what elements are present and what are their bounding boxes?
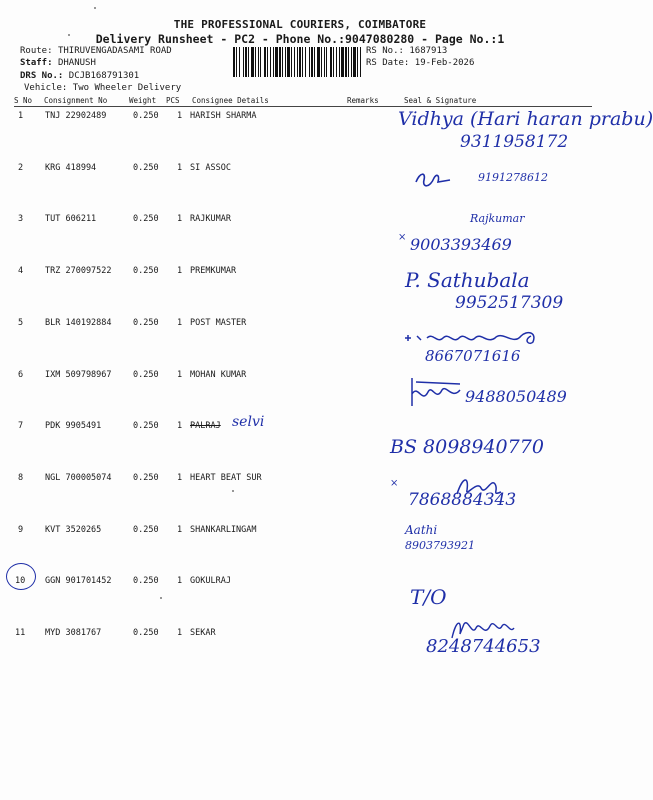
row-consignee: SI ASSOC bbox=[190, 163, 231, 173]
row-weight: 0.250 bbox=[133, 473, 159, 483]
row-consignee: MOHAN KUMAR bbox=[190, 370, 247, 380]
barcode-image bbox=[233, 47, 361, 77]
row-consignment-no: KVT 3520265 bbox=[45, 525, 102, 535]
rs-date-line bbox=[366, 58, 474, 68]
row-consignment-no: GGN 901701452 bbox=[45, 576, 112, 586]
handwritten-phone-row-11: 8248744653 bbox=[426, 636, 541, 657]
handwritten-phone-row-6: 9488050489 bbox=[465, 387, 567, 406]
row-pcs: 1 bbox=[177, 318, 183, 328]
handwritten-phone-row-8: 7868884343 bbox=[408, 490, 517, 510]
row-consignee: PALRAJ bbox=[190, 421, 221, 431]
row-consignee: POST MASTER bbox=[190, 318, 247, 328]
col-header-consignee: Consignee Details bbox=[192, 96, 269, 105]
row-pcs: 1 bbox=[177, 628, 183, 638]
row-pcs: 1 bbox=[177, 214, 183, 224]
col-header-seal-signature: Seal & Signature bbox=[404, 96, 477, 105]
col-header-sno: S No bbox=[14, 96, 33, 105]
col-header-pcs: PCS bbox=[166, 96, 180, 105]
cross-mark-row-8: × bbox=[390, 478, 399, 489]
staff-line bbox=[20, 58, 96, 68]
row-consignment-no: IXM 509798967 bbox=[45, 370, 112, 380]
col-header-remarks: Remarks bbox=[347, 96, 379, 105]
row-pcs: 1 bbox=[177, 576, 183, 586]
handwritten-phone-row-2: 9191278612 bbox=[478, 171, 548, 184]
row-consignment-no: NGL 700005074 bbox=[45, 473, 112, 483]
handwritten-phone-row-9: 8903793921 bbox=[405, 539, 475, 552]
row-pcs: 1 bbox=[177, 111, 183, 121]
rs-date-label: RS Date: bbox=[366, 58, 410, 68]
row-consignment-no: KRG 418994 bbox=[45, 163, 97, 173]
row-consignment-no: BLR 140192884 bbox=[45, 318, 112, 328]
row-sno: 4 bbox=[18, 266, 24, 276]
row-consignee: SEKAR bbox=[190, 628, 216, 638]
drs-value: DCJB168791301 bbox=[68, 71, 140, 81]
row-sno: 9 bbox=[18, 525, 24, 535]
row-sno: 11 bbox=[15, 628, 26, 638]
row-consignment-no: MYD 3081767 bbox=[45, 628, 102, 638]
rs-no-label: RS No.: bbox=[366, 46, 404, 56]
route-label: Route: bbox=[20, 46, 53, 56]
row-sno: 1 bbox=[18, 111, 24, 121]
handwritten-note-row-10: T/O bbox=[410, 585, 447, 609]
col-header-weight: Weight bbox=[129, 96, 157, 105]
vehicle-value: Two Wheeler Delivery bbox=[72, 83, 182, 93]
signature-scribble-row-2 bbox=[414, 168, 454, 190]
scan-speck bbox=[160, 597, 162, 599]
drs-line bbox=[20, 71, 139, 81]
handwritten-note-row-7: selvi bbox=[232, 414, 265, 430]
scan-speck bbox=[94, 7, 96, 9]
row-consignee: SHANKARLINGAM bbox=[190, 525, 257, 535]
handwritten-phone-row-5: 8667071616 bbox=[425, 347, 521, 365]
handwritten-circle-mark bbox=[6, 563, 36, 590]
row-sno: 8 bbox=[18, 473, 24, 483]
header-divider bbox=[14, 106, 592, 107]
row-sno: 7 bbox=[18, 421, 24, 431]
row-weight: 0.250 bbox=[133, 421, 159, 431]
row-consignee: HARISH SHARMA bbox=[190, 111, 257, 121]
cross-mark-row-3: × bbox=[398, 232, 407, 243]
row-weight: 0.250 bbox=[133, 370, 159, 380]
handwritten-name-row-9: Aathi bbox=[405, 523, 438, 537]
vehicle-label: Vehicle: bbox=[24, 83, 68, 93]
row-sno: 2 bbox=[18, 163, 24, 173]
handwritten-name-row-4: P. Sathubala bbox=[405, 268, 530, 292]
col-header-consignment: Consignment No bbox=[44, 96, 108, 105]
handwritten-phone-row-1: 9311958172 bbox=[460, 132, 569, 152]
row-pcs: 1 bbox=[177, 163, 183, 173]
row-pcs: 1 bbox=[177, 421, 183, 431]
staff-value: DHANUSH bbox=[57, 58, 96, 68]
route-line bbox=[20, 46, 172, 56]
signature-scribble-row-5 bbox=[403, 326, 548, 348]
row-weight: 0.250 bbox=[133, 318, 159, 328]
scan-speck bbox=[68, 34, 70, 36]
handwritten-name-row-1: Vidhya (Hari haran prabu) bbox=[398, 108, 653, 130]
row-weight: 0.250 bbox=[133, 525, 159, 535]
row-pcs: 1 bbox=[177, 266, 183, 276]
route-value: THIRUVENGADASAMI ROAD bbox=[57, 46, 172, 56]
row-consignee: HEART BEAT SUR bbox=[190, 473, 262, 483]
row-sno: 10 bbox=[15, 576, 26, 586]
rs-no-value: 1687913 bbox=[409, 46, 448, 56]
row-pcs: 1 bbox=[177, 473, 183, 483]
row-consignee: PREMKUMAR bbox=[190, 266, 237, 276]
vehicle-line bbox=[24, 83, 181, 93]
row-sno: 3 bbox=[18, 214, 24, 224]
row-consignee: GOKULRAJ bbox=[190, 576, 231, 586]
handwritten-phone-row-3: 9003393469 bbox=[410, 235, 512, 254]
row-sno: 6 bbox=[18, 370, 24, 380]
signature-scribble-row-6 bbox=[408, 376, 464, 410]
company-title: THE PROFESSIONAL COURIERS, COIMBATORE bbox=[173, 18, 427, 31]
runsheet-subtitle: Delivery Runsheet - PC2 - Phone No.:9047080280 - Page No.:1 bbox=[95, 32, 505, 46]
row-consignment-no: PDK 9905491 bbox=[45, 421, 102, 431]
row-weight: 0.250 bbox=[133, 111, 159, 121]
row-weight: 0.250 bbox=[133, 576, 159, 586]
row-consignment-no: TUT 606211 bbox=[45, 214, 97, 224]
drs-label: DRS No.: bbox=[20, 71, 64, 81]
row-pcs: 1 bbox=[177, 370, 183, 380]
row-pcs: 1 bbox=[177, 525, 183, 535]
row-weight: 0.250 bbox=[133, 163, 159, 173]
row-consignee: RAJKUMAR bbox=[190, 214, 231, 224]
row-consignment-no: TRZ 270097522 bbox=[45, 266, 112, 276]
row-consignment-no: TNJ 22902489 bbox=[45, 111, 107, 121]
row-weight: 0.250 bbox=[133, 266, 159, 276]
row-sno: 5 bbox=[18, 318, 24, 328]
scan-speck bbox=[232, 490, 234, 492]
handwritten-name-row-3: Rajkumar bbox=[470, 212, 525, 225]
rs-no-line bbox=[366, 46, 447, 56]
staff-label: Staff: bbox=[20, 58, 53, 68]
handwritten-phone-row-4: 9952517309 bbox=[455, 293, 564, 313]
row-weight: 0.250 bbox=[133, 214, 159, 224]
row-weight: 0.250 bbox=[133, 628, 159, 638]
rs-date-value: 19-Feb-2026 bbox=[414, 58, 475, 68]
handwritten-phone-row-7: BS 8098940770 bbox=[390, 436, 544, 458]
